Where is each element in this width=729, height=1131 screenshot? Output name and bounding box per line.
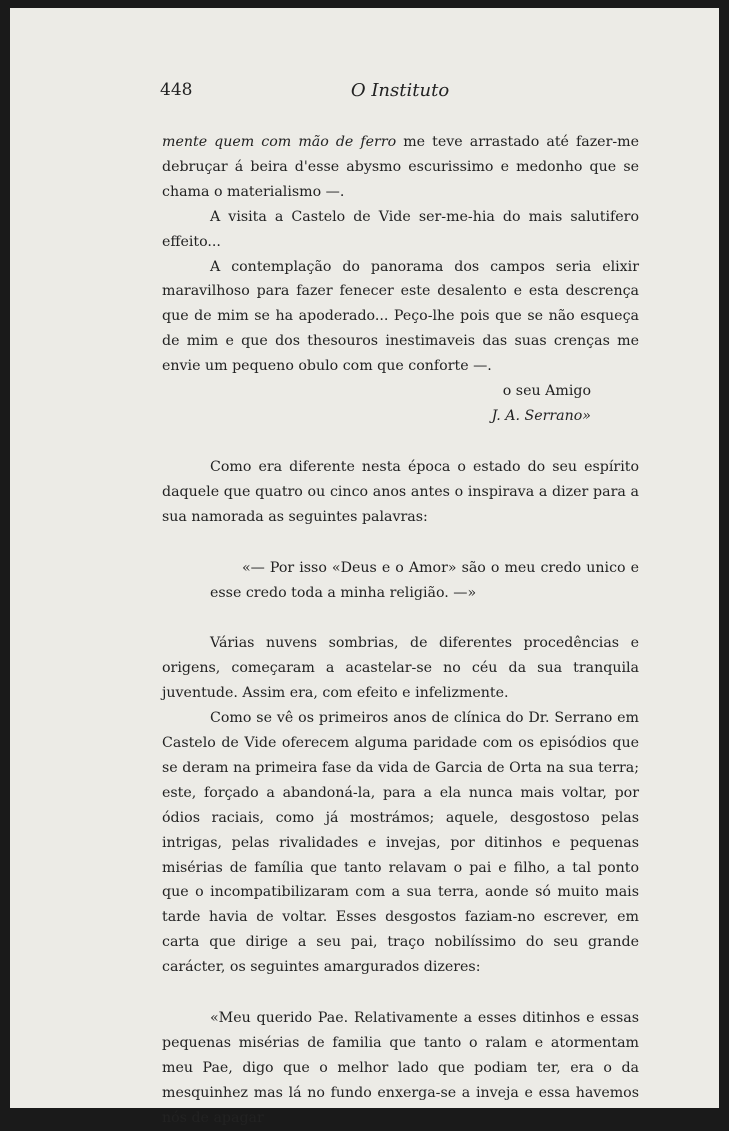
paragraph-6: Como se vê os primeiros anos de clínica do Dr. Serrano em Castelo de Vide oferecem alguma paridade com os episódios que se deram na primeira fase da vida de Garcia de Orta na sua terra; este, forçado a abandoná-la, para a ela nunca mais voltar, por ódios raciais, como já mostrámos; aquele, desgostoso pelas intrigas, pelas rivalidades e invejas, por ditinhos e pequenas misérias de família que tanto relavam o pai e filho, a tal ponto que o incompatibilizaram com a sua terra, aonde só muito mais tarde havia de voltar. Esses desgostos faziam-no escrever, em carta que dirige a seu pai, traço nobilíssimo do seu grande carácter, os seguintes amargurados dizeres: (162, 710, 639, 976)
spacer (162, 605, 639, 631)
spacer (162, 530, 639, 556)
page-body (162, 130, 639, 1131)
paragraph-3: A contemplação do panorama dos campos seria elixir maravilhoso para fazer fenecer este desalento e esta descrença que de mim se ha apoderado... Peço-lhe pois que se não esqueça de mim e que dos thesouros inestimaveis das suas crenças me envie um pequeno obulo com que conforte —. (162, 258, 639, 375)
paragraph-5: Várias nuvens sombrias, de diferentes procedências e origens, começaram a acastelar-se no céu da sua tranquila juventude. Assim era, com efeito e infelizmente. (162, 635, 639, 702)
paragraph-7: «Meu querido Pae. Relativamente a esses ditinhos e essas pequenas misérias de familia que tanto o ralam e atormentam meu Pae, digo que o melhor lado que podiam ter, era o da mesquinhez mas lá no fundo enxerga-se a inveja e essa havemos nós de apagar (162, 1010, 639, 1126)
signature-text: J. A. Serrano» (491, 407, 591, 424)
book-page (10, 8, 719, 1126)
spacer (162, 429, 639, 455)
paragraph-1-text: me teve arrastado até fazer-me debruçar á beira d'esse abysmo escurissimo e medonho que se chama o materialismo —. (162, 134, 639, 200)
letter-signature (162, 404, 639, 429)
italic-phrase: mente quem com mão de ferro (162, 134, 397, 150)
paragraph-4: Como era diferente nesta época o estado do seu espírito daquele que quatro ou cinco anos antes o inspirava a dizer para a sua namorada as seguintes palavras: (162, 458, 639, 525)
spacer (162, 980, 639, 1006)
paragraph-1 (162, 130, 639, 205)
paragraph-2: A visita a Castelo de Vide ser-me-hia do mais salutifero effeito... (162, 208, 639, 250)
page-number: 448 (160, 80, 193, 100)
block-quote: «— Por isso «Deus e o Amor» são o meu credo unico e esse credo toda a minha religião. —» (210, 559, 639, 601)
running-title: O Instituto (350, 80, 450, 101)
letter-closing: o seu Amigo (502, 383, 591, 400)
